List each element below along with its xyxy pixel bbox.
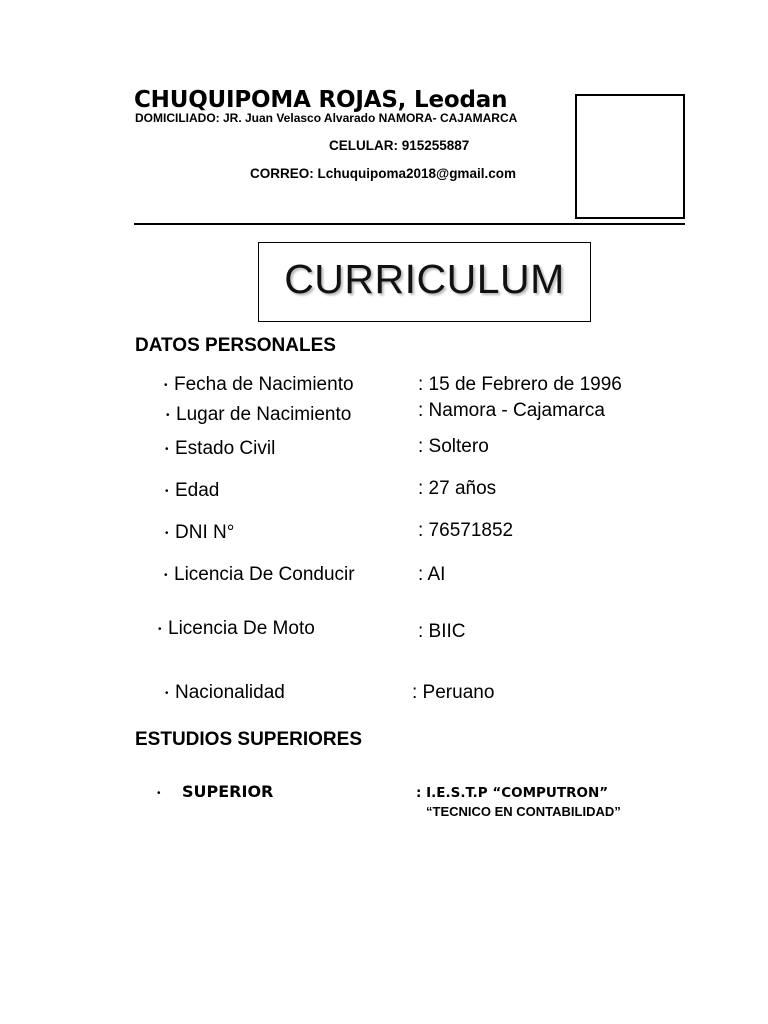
bullet-icon: • [165,444,169,455]
address-line: DOMICILIADO: JR. Juan Velasco Alvarado NAMORA- CAJAMARCA [135,111,518,125]
bullet-icon: • [165,528,169,539]
personal-item-value: : 27 años [418,478,497,499]
personal-item-label: Estado Civil [175,438,276,459]
personal-item-value: : AI [418,564,446,585]
bullet-icon: • [165,486,169,497]
education-institution: : I.E.S.T.P “COMPUTRON” [416,785,609,801]
education-career: “TECNICO EN CONTABILIDAD” [426,804,621,819]
bullet-icon: • [166,410,170,421]
document-title: CURRICULUM [284,256,565,302]
personal-item-label: DNI N° [175,522,235,543]
higher-education-heading: ESTUDIOS SUPERIORES [135,729,362,750]
personal-item-value: : Peruano [412,682,495,703]
personal-item-value: : 15 de Febrero de 1996 [418,374,622,395]
bullet-icon: • [165,688,169,699]
bullet-icon: • [164,380,168,391]
education-level: SUPERIOR [182,782,274,801]
personal-item-label: Licencia De Conducir [174,564,355,585]
personal-item-label: Nacionalidad [175,682,285,703]
personal-item-value: : BIIC [418,621,466,642]
personal-item-value: : Namora - Cajamarca [418,400,605,421]
personal-item-value: : Soltero [418,436,489,457]
personal-item-label: Edad [175,480,220,501]
bullet-icon: • [157,788,161,799]
photo-placeholder [575,94,685,219]
candidate-name: CHUQUIPOMA ROJAS, Leodan [134,87,508,113]
personal-data-heading: DATOS PERSONALES [135,335,336,356]
personal-item-label: Lugar de Nacimiento [176,404,352,425]
bullet-icon: • [164,570,168,581]
bullet-icon: • [158,624,162,635]
phone-line: CELULAR: 915255887 [329,138,470,153]
personal-item-label: Fecha de Nacimiento [174,374,354,395]
header-divider [134,223,685,225]
personal-item-label: Licencia De Moto [168,618,315,639]
personal-item-value: : 76571852 [418,520,514,541]
email-line: CORREO: Lchuquipoma2018@gmail.com [250,166,516,181]
